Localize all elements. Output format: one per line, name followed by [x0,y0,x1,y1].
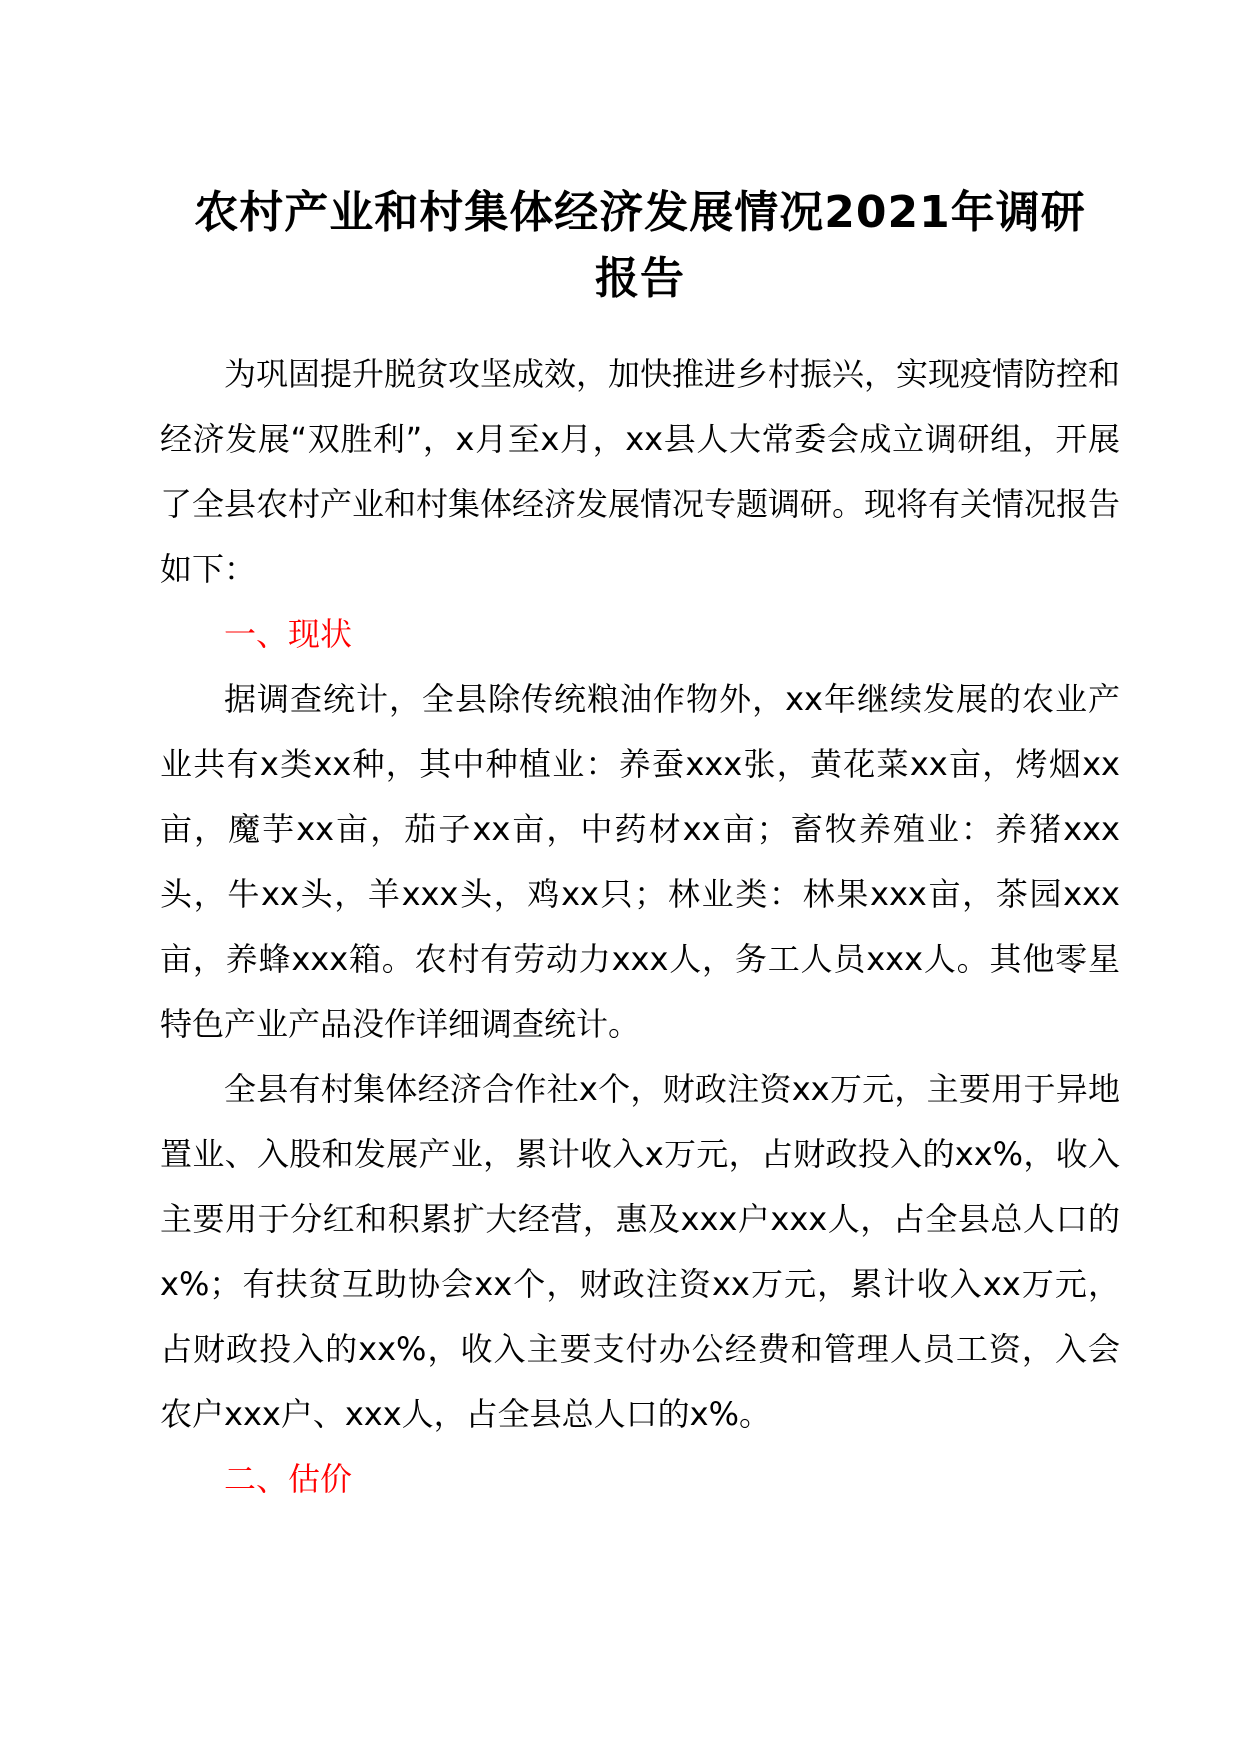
status-paragraph-industry: 据调查统计，全县除传统粮油作物外，xx年继续发展的农业产业共有x类xx种，其中种植业：养蚕xxx张，黄花菜xx亩，烤烟xx亩，魔芋xx亩，茄子xx亩，中药材xx亩；畜牧养殖业：养猪xxx头，牛xx头，羊xxx头，鸡xx只；林业类：林果xxx亩，茶园xxx亩，养蜂xxx箱。农村有劳动力xxx人，务工人员xxx人。其他零星特色产业产品没作详细调查统计。 [160,680,1120,1043]
section-heading-status: 一、现状 [224,615,353,653]
status-paragraph-collective: 全县有村集体经济合作社x个，财政注资xx万元，主要用于异地置业、入股和发展产业，累计收入x万元，占财政投入的xx%，收入主要用于分红和积累扩大经营，惠及xxx户xxx人，占全县总人口的x%；有扶贫互助协会xx个，财政注资xx万元，累计收入xx万元，占财政投入的xx%，收入主要支付办公经费和管理人员工资，入会农户xxx户、xxx人，占全县总人口的x%。 [160,1070,1120,1433]
document-page [160,0,1120,1512]
title-line-1: 农村产业和村集体经济发展情况2021年调研 [194,187,1086,238]
section-heading-assessment: 二、估价 [224,1460,353,1498]
title-line-2: 报告 [595,253,685,304]
intro-paragraph: 为巩固提升脱贫攻坚成效，加快推进乡村振兴，实现疫情防控和经济发展“双胜利”，x月至x月，xx县人大常委会成立调研组，开展了全县农村产业和村集体经济发展情况专题调研。现将有关情况报告如下： [160,355,1121,588]
document-body [160,342,1120,1512]
document-title [160,0,1120,312]
